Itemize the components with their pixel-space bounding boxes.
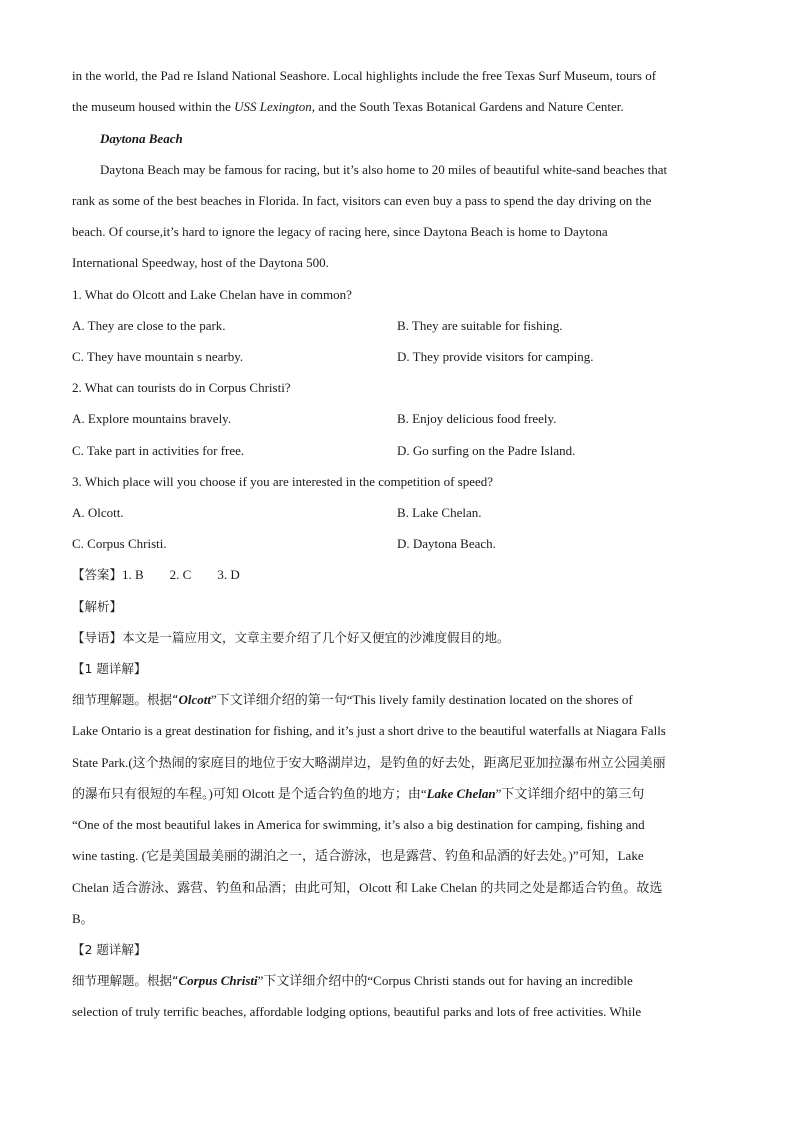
text-run: ”下文详细介绍的第一句“This lively family destination located on the shores of [210,692,633,707]
detail-line [72,786,644,802]
option-c: C. They have mountain s nearby. [72,349,244,364]
passage-line: rank as some of the best beaches in Florida. In fact, visitors can even buy a pass to spend the day driving on the [72,193,652,208]
text-run: the museum housed within the [72,99,235,114]
passage-line [72,99,624,115]
text-run: 的瀑布只有很短的车程。)可知 Olcott 是个适合钓鱼的地方；由“ [72,786,427,801]
question-stem: 2. What can tourists do in Corpus Christi? [72,380,291,395]
answer-line [72,567,240,583]
detail-line: Lake Ontario is a great destination for fishing, and it’s just a short drive to the beautiful waterfalls at Niagara Falls [72,723,666,738]
option-d: D. Go surfing on the Padre Island. [397,443,576,458]
text-run: and the South Texas Botanical Gardens and Nature Center. [315,99,624,114]
analysis-label: 【解析】 [72,599,123,614]
question-stem: 3. Which place will you choose if you are interested in the competition of speed? [72,474,494,489]
passage-line: International Speedway, host of the Daytona 500. [72,255,329,270]
option-b: B. They are suitable for fishing. [397,318,563,333]
q2-detail-label: 【2 题详解】 [72,942,147,957]
option-b: B. Enjoy delicious food freely. [397,411,557,426]
section-heading: Daytona Beach [100,131,183,146]
option-a: A. They are close to the park. [72,318,226,333]
option-d: D. Daytona Beach. [397,536,496,551]
detail-line: “One of the most beautiful lakes in America for swimming, it’s also a big destination for camping, fishing and [72,817,645,832]
passage-line: beach. Of course,it’s hard to ignore the legacy of racing here, since Daytona Beach is home to Daytona [72,224,608,239]
answer-label: 【答案】 [72,567,123,582]
option-c: C. Corpus Christi. [72,536,167,551]
option-c: C. Take part in activities for free. [72,443,245,458]
detail-line [72,692,633,708]
option-b: B. Lake Chelan. [397,505,482,520]
guide-line [72,630,510,646]
guide-label: 【导语】 [72,630,123,645]
passage-line: in the world, the Pad re Island National Seashore. Local highlights include the free Texas Surf Museum, tours of [72,68,657,83]
place-name: Lake Chelan [426,786,496,801]
option-d: D. They provide visitors for camping. [397,349,594,364]
passage-line: Daytona Beach may be famous for racing, but it’s also home to 20 miles of beautiful white-sand beaches that [100,162,668,177]
text-run: 细节理解题。根据“ [72,692,179,707]
ship-name: USS Lexington, [234,99,316,114]
place-name: Olcott [178,692,211,707]
answer-text: 1. B 2. C 3. D [122,567,240,582]
text-run: 细节理解题。根据“ [72,973,179,988]
option-a: A. Explore mountains bravely. [72,411,232,426]
detail-line: Chelan 适合游泳、露营、钓鱼和品酒；由此可知，Olcott 和 Lake Chelan 的共同之处是都适合钓鱼。故选 [72,880,663,895]
text-run: ”下文详细介绍中的“Corpus Christi stands out for having an incredible [257,973,633,988]
detail-line [72,973,633,989]
q1-detail-label: 【1 题详解】 [72,661,147,676]
guide-text: 本文是一篇应用文，文章主要介绍了几个好又便宜的沙滩度假目的地。 [122,630,510,645]
detail-line: B。 [72,911,94,926]
place-name: Corpus Christi [178,973,258,988]
detail-line: wine tasting. (它是美国最美丽的湖泊之一，适合游泳，也是露营、钓鱼和品酒的好去处。)”可知，Lake [72,848,644,863]
option-a: A. Olcott. [72,505,124,520]
question-stem: 1. What do Olcott and Lake Chelan have in common? [72,287,352,302]
detail-line: selection of truly terrific beaches, affordable lodging options, beautiful parks and lots of free activities. While [72,1004,642,1019]
text-run: ”下文详细介绍中的第三句 [495,786,645,801]
detail-line: State Park.(这个热闹的家庭目的地位于安大略湖岸边，是钓鱼的好去处，距离尼亚加拉瀑布州立公园美丽 [72,755,666,770]
